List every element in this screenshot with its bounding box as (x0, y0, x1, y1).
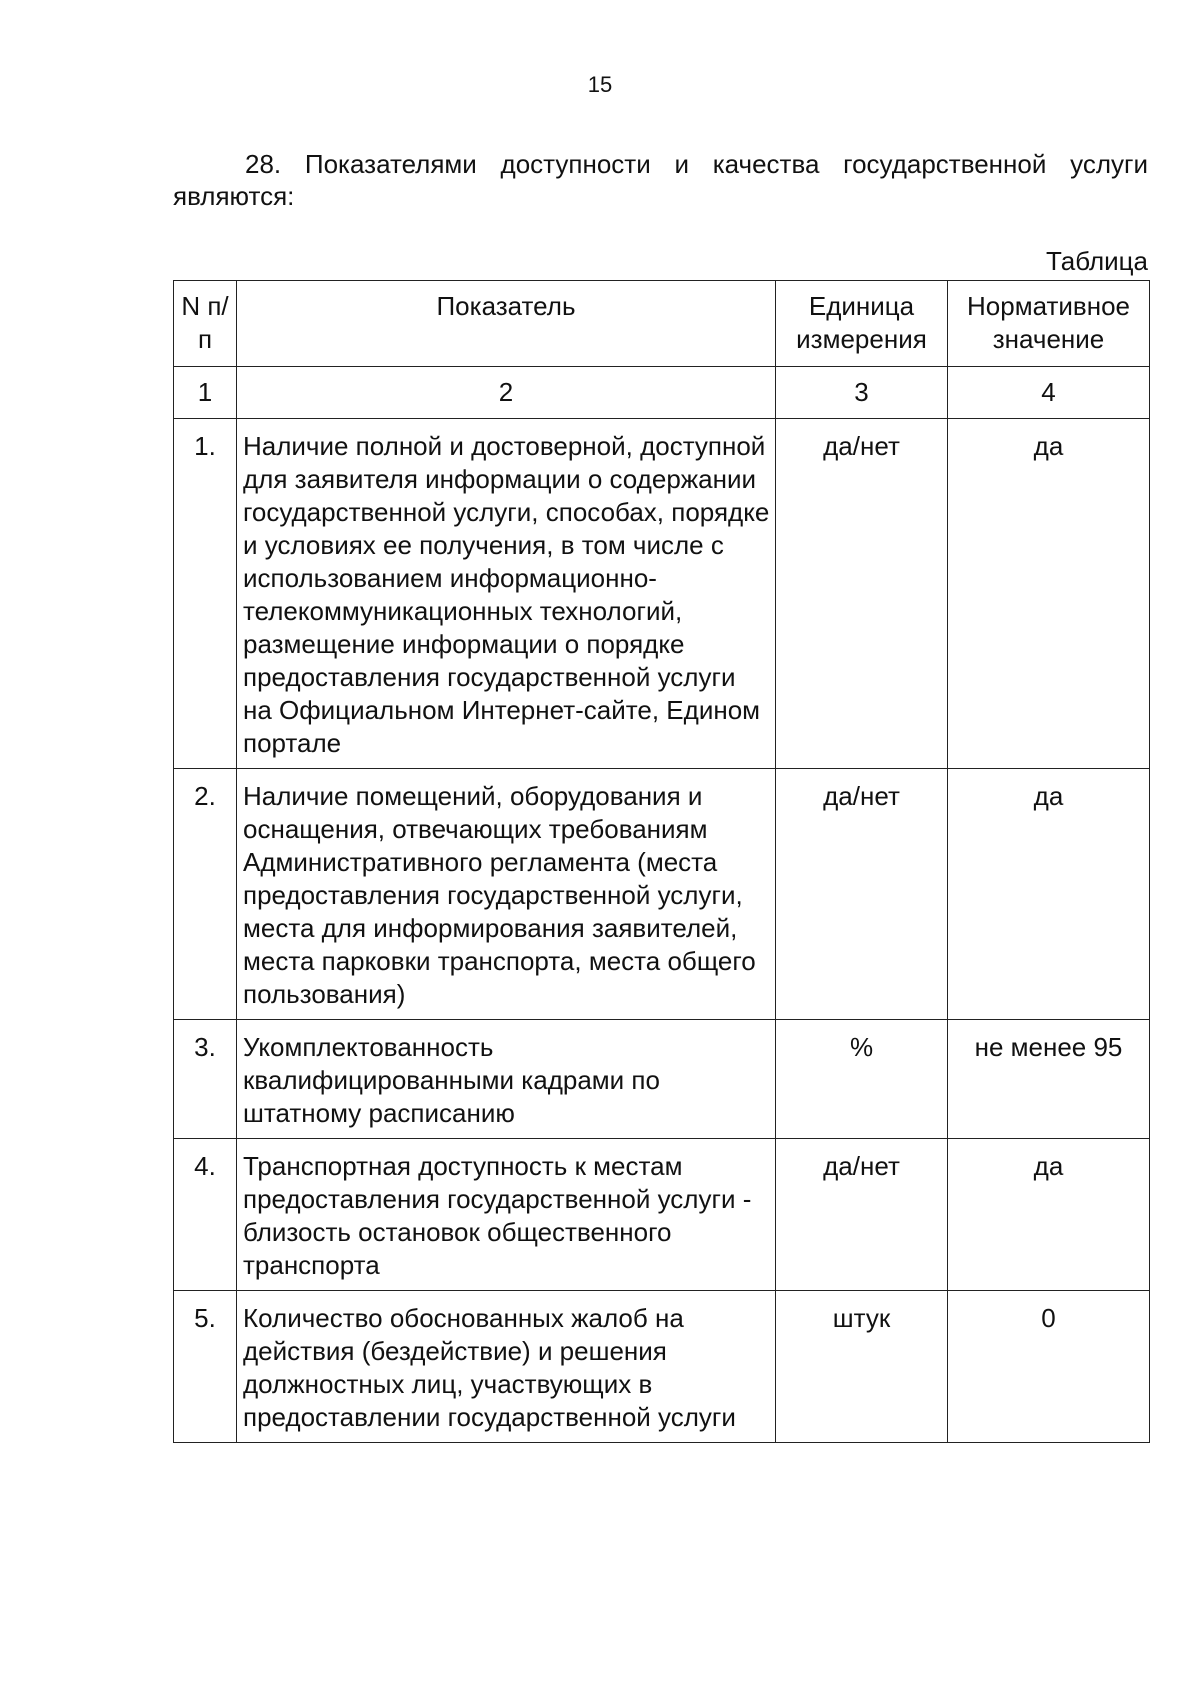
row-norm: да (948, 1139, 1150, 1291)
row-number: 3. (174, 1020, 237, 1139)
header-norm: Нормативное значение (948, 281, 1150, 367)
row-indicator: Укомплектованность квалифицированными кадрами по штатному расписанию (237, 1020, 776, 1139)
row-indicator: Количество обоснованных жалоб на действия (бездействие) и решения должностных лиц, участвующих в предоставлении государственной услуги (237, 1291, 776, 1443)
row-norm: да (948, 419, 1150, 769)
intro-paragraph: 28. Показателями доступности и качества государственной услуги являются: (173, 149, 1148, 211)
indicators-table (173, 280, 1150, 1443)
row-number: 4. (174, 1139, 237, 1291)
row-unit: да/нет (776, 769, 948, 1020)
row-number: 5. (174, 1291, 237, 1443)
table-column-index-row (174, 367, 1150, 419)
table-row (174, 1139, 1150, 1291)
row-indicator: Наличие помещений, оборудования и оснащения, отвечающих требованиям Административного регламента (места предоставления государственной услуги, места для информирования заявителей, места парковки транспорта, места общего пользования) (237, 769, 776, 1020)
row-unit: да/нет (776, 1139, 948, 1291)
row-unit: % (776, 1020, 948, 1139)
row-norm: 0 (948, 1291, 1150, 1443)
header-indicator: Показатель (237, 281, 776, 367)
header-num: N п/п (174, 281, 237, 367)
row-norm: не менее 95 (948, 1020, 1150, 1139)
column-index-cell: 1 (174, 367, 237, 419)
header-unit: Единица измерения (776, 281, 948, 367)
column-index-cell: 3 (776, 367, 948, 419)
table-caption: Таблица (1046, 246, 1148, 276)
table-row (174, 1020, 1150, 1139)
row-indicator: Наличие полной и достоверной, доступной для заявителя информации о содержании государственной услуги, способах, порядке и условиях ее получения, в том числе с использованием информационно-телекоммуникационных технологий, размещение информации о порядке предоставления государственной услуги на Официальном Интернет-сайте, Едином портале (237, 419, 776, 769)
column-index-cell: 4 (948, 367, 1150, 419)
row-number: 1. (174, 419, 237, 769)
table-row (174, 769, 1150, 1020)
table-row (174, 419, 1150, 769)
row-unit: да/нет (776, 419, 948, 769)
table-row (174, 1291, 1150, 1443)
row-number: 2. (174, 769, 237, 1020)
column-index-cell: 2 (237, 367, 776, 419)
table-header-row (174, 281, 1150, 367)
row-indicator: Транспортная доступность к местам предоставления государственной услуги - близость остановок общественного транспорта (237, 1139, 776, 1291)
page-number: 15 (587, 72, 613, 97)
row-unit: штук (776, 1291, 948, 1443)
row-norm: да (948, 769, 1150, 1020)
